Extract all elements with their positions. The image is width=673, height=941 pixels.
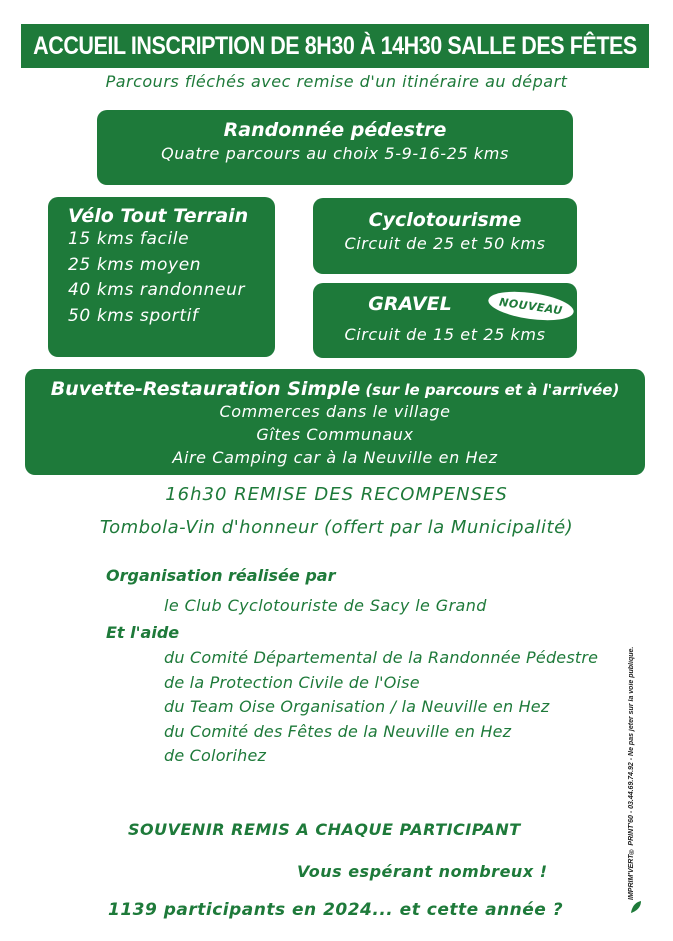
- buvette-title: Buvette-Restauration Simple: [50, 378, 361, 400]
- buvette-heading: [25, 369, 645, 400]
- title-banner: [21, 24, 649, 68]
- buvette-line: Commerces dans le village: [219, 402, 451, 421]
- buvette-line: Aire Camping car à la Neuville en Hez: [172, 448, 498, 467]
- buvette-title-suffix: (sur le parcours et à l'arrivée): [365, 381, 620, 399]
- cyclotourisme-line: Circuit de 25 et 50 kms: [344, 234, 546, 253]
- vtt-box: [48, 197, 275, 357]
- recompenses-text: 16h30 REMISE DES RECOMPENSES: [165, 484, 508, 505]
- cyclotourisme-box: [313, 198, 577, 274]
- cyclotourisme-title: Cyclotourisme: [368, 209, 522, 231]
- buvette-line: Gîtes Communaux: [256, 425, 414, 444]
- organisation-label: Organisation réalisée par: [106, 566, 336, 585]
- participants-text: 1139 participants en 2024... et cette année ?: [108, 900, 564, 920]
- title-text: ACCUEIL INSCRIPTION DE 8H30 À 14H30 SALLE DES FÊTES: [33, 31, 637, 60]
- aide-item: du Team Oise Organisation / la Neuville en Hez: [164, 697, 550, 716]
- leaf-icon: [630, 900, 642, 914]
- randonnee-title: Randonnée pédestre: [223, 119, 447, 141]
- randonnee-box: [97, 110, 573, 185]
- gravel-title: GRAVEL: [368, 293, 452, 315]
- aide-item: de la Protection Civile de l'Oise: [164, 672, 420, 692]
- vtt-item: 25 kms moyen: [68, 254, 202, 275]
- randonnee-line: Quatre parcours au choix 5-9-16-25 kms: [161, 144, 509, 163]
- aide-label: Et l'aide: [106, 623, 180, 642]
- vtt-item: 50 kms sportif: [68, 305, 199, 326]
- gravel-box: [313, 283, 577, 358]
- tombola-text: Tombola-Vin d'honneur (offert par la Municipalité): [99, 517, 574, 538]
- nouveau-badge: NOUVEAU: [487, 287, 576, 325]
- imprint-text: IMPRIM'VERT® PRINT'60 - 03.44.69.74.92 - Ne pas jeter sur la voie publique.: [628, 646, 635, 900]
- aides-list: [164, 646, 598, 769]
- vtt-title: Vélo Tout Terrain: [68, 205, 249, 227]
- aide-item: du Comité Départemental de la Randonnée Pédestre: [164, 648, 599, 667]
- gravel-line: Circuit de 15 et 25 kms: [344, 325, 546, 344]
- club-text: le Club Cyclotouriste de Sacy le Grand: [164, 596, 487, 615]
- nombreux-text: Vous espérant nombreux !: [297, 862, 548, 881]
- buvette-box: [25, 369, 645, 475]
- vtt-item: 40 kms randonneur: [68, 280, 246, 300]
- aide-item: du Comité des Fêtes de la Neuville en Hez: [164, 721, 512, 741]
- aide-item: de Colorihez: [164, 746, 267, 765]
- vtt-item: 15 kms facile: [68, 229, 190, 249]
- subtitle: Parcours fléchés avec remise d'un itinéraire au départ: [105, 72, 568, 91]
- souvenir-text: SOUVENIR REMIS A CHAQUE PARTICIPANT: [128, 820, 521, 839]
